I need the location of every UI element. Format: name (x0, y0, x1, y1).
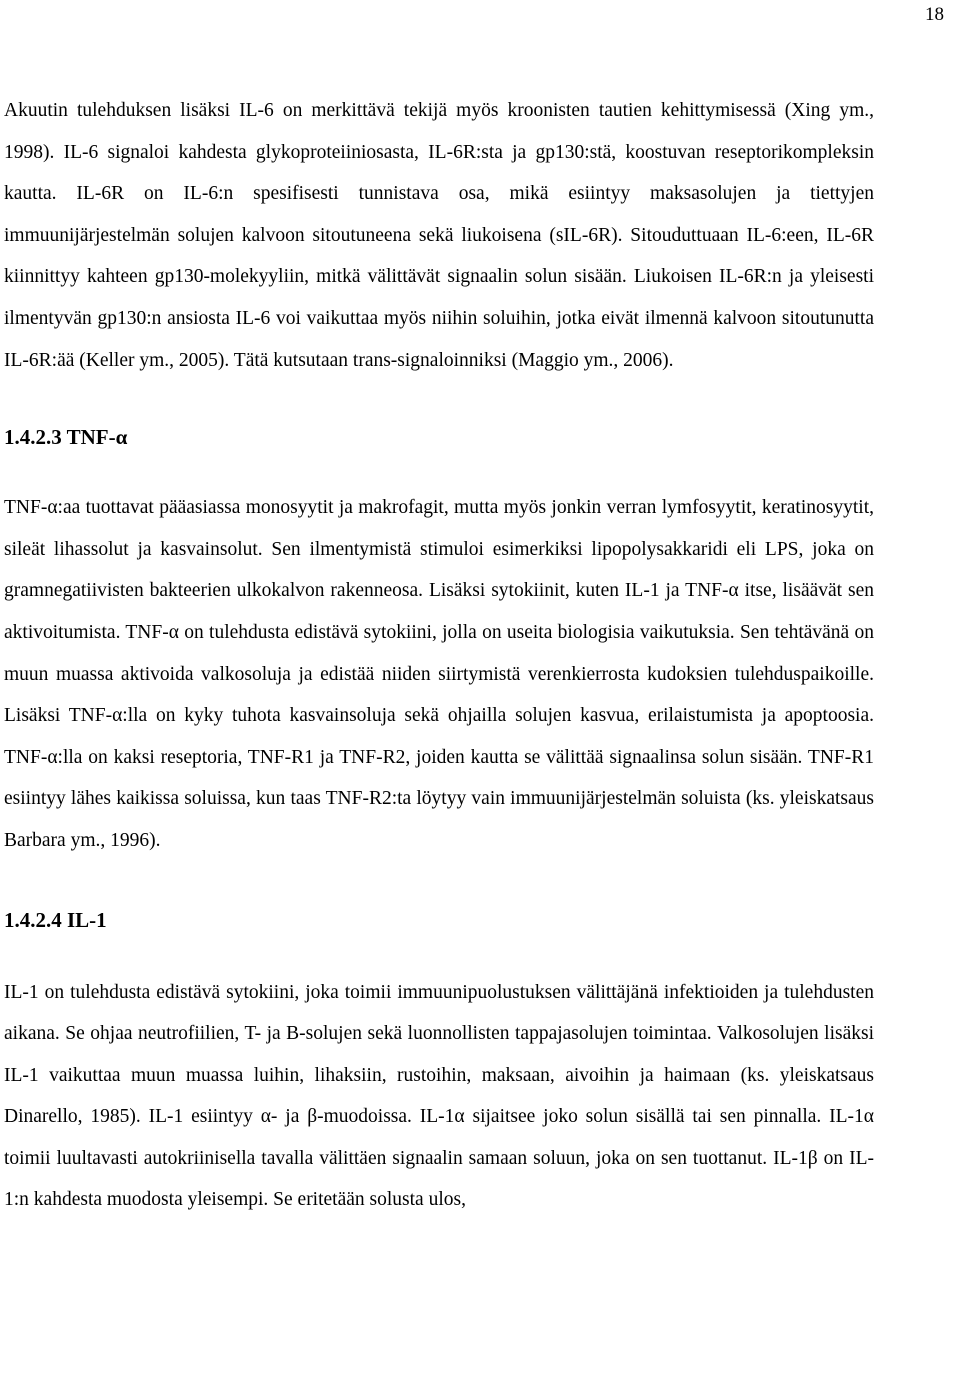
document-body (4, 90, 874, 1221)
section-heading-il1: 1.4.2.4 IL-1 (4, 907, 107, 932)
paragraph-il6-signaling: Akuutin tulehduksen lisäksi IL-6 on merkittävä tekijä myös kroonisten tautien kehittymisessä (Xing ym., 1998). IL-6 signaloi kahdesta glykoproteiiniosasta, IL-6R:sta ja gp130:stä, koostuvan reseptorikompleksin kautta. IL-6R on IL-6:n spesifisesti tunnistava osa, mikä esiintyy maksasolujen ja tiettyjen immuunijärjestelmän solujen kalvoon sitoutuneena sekä liukoisena (sIL-6R). Sitouduttuaan IL-6:een, IL-6R kiinnittyy kahteen gp130-molekyyliin, mitkä välittävät signaalin solun sisään. Liukoisen IL-6R:n ja yleisesti ilmentyvän gp130:n ansiosta IL-6 voi vaikuttaa myös niihin soluihin, jotka eivät ilmennä kalvoon sitoutunutta IL-6R:ää (Keller ym., 2005). Tätä kutsutaan trans-signaloinniksi (Maggio ym., 2006). (4, 100, 874, 371)
page-number: 18 (925, 4, 944, 25)
paragraph-il1: IL-1 on tulehdusta edistävä sytokiini, joka toimii immuunipuolustuksen välittäjänä infektioiden ja tulehdusten aikana. Se ohjaa neutrofiilien, T- ja B-solujen sekä luonnollisten tappajasolujen toimintaa. Valkosolujen lisäksi IL-1 vaikuttaa muun muassa luihin, lihaksiin, rustoihin, maksaan, aivoihin ja haimaan (ks. yleiskatsaus Dinarello, 1985). IL-1 esiintyy α- ja β-muodoissa. IL-1α sijaitsee joko solun sisällä tai sen pinnalla. IL-1α toimii luultavasti autokriinisella tavalla välittäen signaalin samaan soluun, joka on sen tuottanut. IL-1β on IL-1:n kahdesta muodosta yleisempi. Se eritetään solusta ulos, (4, 981, 874, 1211)
paragraph-tnf-alpha: TNF-α:aa tuottavat pääasiassa monosyytit ja makrofagit, mutta myös jonkin verran lymfosyytit, keratinosyytit, sileät lihassolut ja kasvainsolut. Sen ilmentymistä stimuloi esimerkiksi lipopolysakkaridi eli LPS, joka on gramnegatiivisten bakteerien ulkokalvon rakenneosa. Lisäksi sytokiinit, kuten IL-1 ja TNF-α itse, lisäävät sen aktivoitumista. TNF-α on tulehdusta edistävä sytokiini, jolla on useita biologisia vaikutuksia. Sen tehtävänä on muun muassa aktivoida valkosoluja ja edistää niiden siirtymistä verenkierrosta kudoksien tulehduspaikoille. Lisäksi TNF-α:lla on kyky tuhota kasvainsoluja sekä ohjailla solujen kasvua, erilaistumista ja apoptoosia. TNF-α:lla on kaksi reseptoria, TNF-R1 ja TNF-R2, joiden kautta se välittää signaalinsa solun sisään. TNF-R1 esiintyy lähes kaikissa soluissa, kun taas TNF-R2:ta löytyy vain immuunijärjestelmän soluista (ks. yleiskatsaus Barbara ym., 1996). (4, 497, 874, 851)
section-heading-tnf-alpha: 1.4.2.3 TNF-α (4, 425, 128, 450)
